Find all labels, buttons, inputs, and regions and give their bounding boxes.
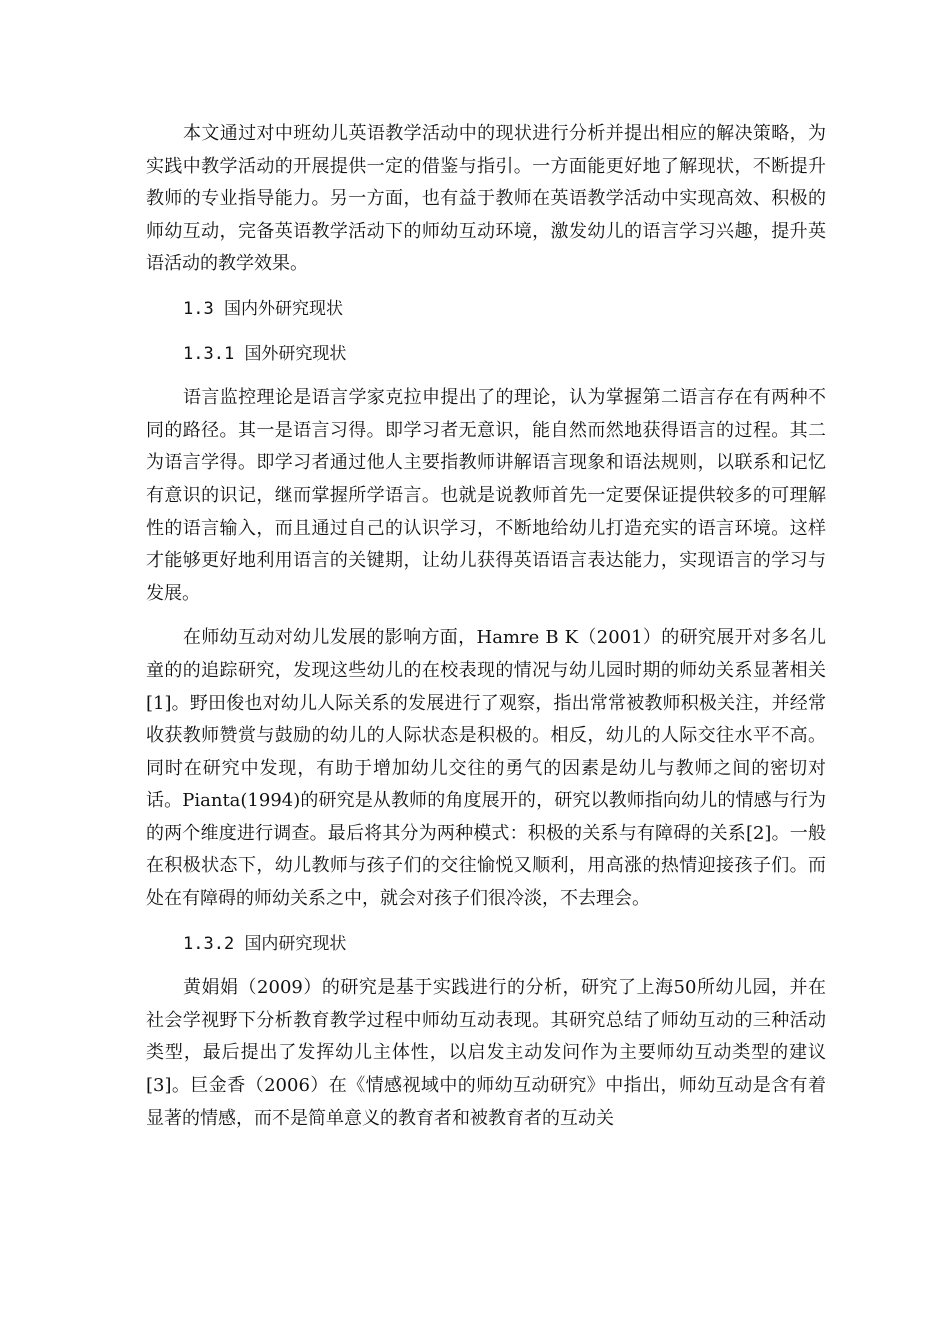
section-title: 国内外研究现状 bbox=[223, 298, 343, 319]
document-page bbox=[146, 118, 826, 1147]
section-title: 国外研究现状 bbox=[244, 343, 347, 364]
section-number: 1.3.2 bbox=[183, 933, 235, 954]
section-title: 国内研究现状 bbox=[244, 933, 347, 954]
paragraph-domestic-research: 黄娟娟（2009）的研究是基于实践进行的分析，研究了上海50所幼儿园，并在社会学视野下分析教育教学过程中师幼互动表现。其研究总结了师幼互动的三种活动类型，最后提出了发挥幼儿主体性，以启发主动发问作为主要师幼互动类型的建议[3]。巨金香（2006）在《情感视域中的师幼互动研究》中指出，师幼互动是含有着显著的情感，而不是简单意义的教育者和被教育者的互动关 bbox=[146, 977, 826, 1129]
paragraph-teacher-child-interaction-foreign: 在师幼互动对幼儿发展的影响方面，Hamre B K（2001）的研究展开对多名儿童的的追踪研究，发现这些幼儿的在校表现的情况与幼儿园时期的师幼关系显著相关[1]。野田俊也对幼儿人际关系的发展进行了观察，指出常常被教师积极关注，并经常收获教师赞赏与鼓励的幼儿的人际状态是积极的。相反，幼儿的人际交往水平不高。同时在研究中发现，有助于增加幼儿交往的勇气的因素是幼儿与教师之间的密切对话。Pianta(1994)的研究是从教师的角度展开的，研究以教师指向幼儿的情感与行为的两个维度进行调查。最后将其分为两种模式：积极的关系与有障碍的关系[2]。一般在积极状态下，幼儿教师与孩子们的交往愉悦又顺利，用高涨的热情迎接孩子们。而处在有障碍的师幼关系之中，就会对孩子们很冷淡，不去理会。 bbox=[146, 627, 826, 910]
paragraph-significance: 本文通过对中班幼儿英语教学活动中的现状进行分析并提出相应的解决策略，为实践中教学活动的开展提供一定的借鉴与指引。一方面能更好地了解现状，不断提升教师的专业指导能力。另一方面，也有益于教师在英语教学活动中实现高效、积极的师幼互动，完备英语教学活动下的师幼互动环境，激发幼儿的语言学习兴趣，提升英语活动的教学效果。 bbox=[146, 123, 826, 275]
section-heading-1-3-1 bbox=[146, 338, 826, 371]
section-heading-1-3-2 bbox=[146, 928, 826, 961]
section-number: 1.3.1 bbox=[183, 343, 235, 364]
paragraph-language-monitor-theory: 语言监控理论是语言学家克拉申提出了的理论，认为掌握第二语言存在有两种不同的路径。其一是语言习得。即学习者无意识，能自然而然地获得语言的过程。其二为语言学得。即学习者通过他人主要指教师讲解语言现象和语法规则，以联系和记忆有意识的识记，继而掌握所学语言。也就是说教师首先一定要保证提供较多的可理解性的语言输入，而且通过自己的认识学习，不断地给幼儿打造充实的语言环境。这样才能够更好地利用语言的关键期，让幼儿获得英语语言表达能力，实现语言的学习与发展。 bbox=[146, 387, 826, 604]
section-heading-1-3 bbox=[146, 293, 826, 326]
section-number: 1.3 bbox=[183, 298, 214, 319]
